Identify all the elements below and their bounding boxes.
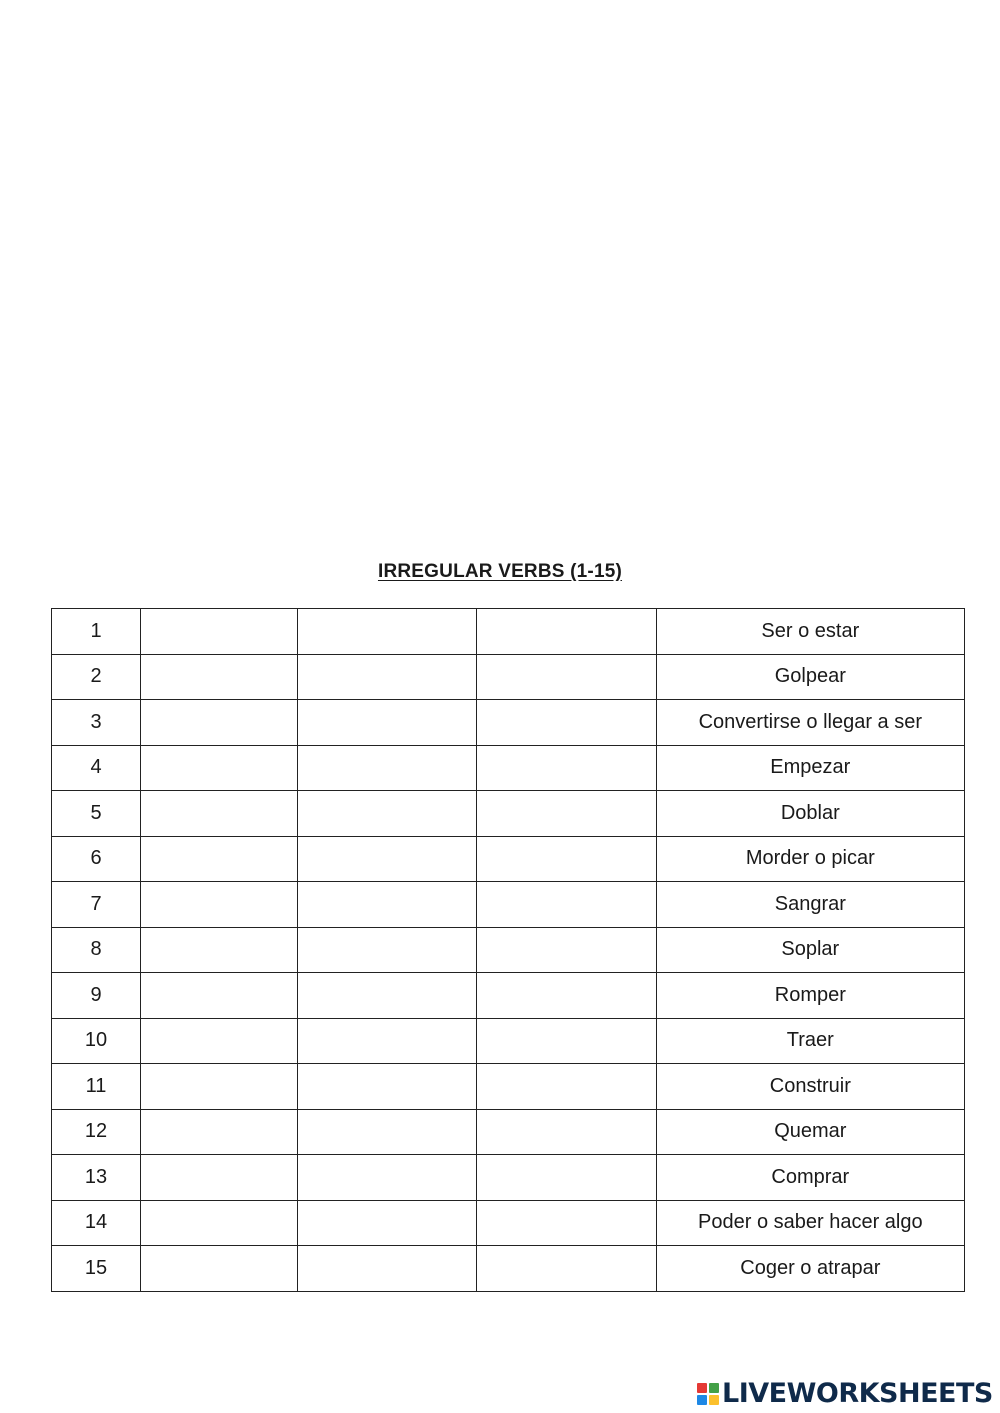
row-number: 6 xyxy=(52,836,141,882)
past-simple-cell xyxy=(298,745,477,791)
past-participle-input[interactable] xyxy=(477,837,655,882)
past-simple-input[interactable] xyxy=(298,746,476,791)
table-row xyxy=(52,1064,965,1110)
infinitive-cell xyxy=(141,1109,298,1155)
table-row xyxy=(52,882,965,928)
past-participle-cell xyxy=(477,882,656,928)
past-participle-cell xyxy=(477,1246,656,1292)
past-participle-input[interactable] xyxy=(477,1064,655,1109)
past-participle-cell xyxy=(477,1155,656,1201)
infinitive-input[interactable] xyxy=(141,609,297,654)
past-simple-input[interactable] xyxy=(298,1019,476,1064)
past-simple-input[interactable] xyxy=(298,1064,476,1109)
infinitive-input[interactable] xyxy=(141,837,297,882)
table-row xyxy=(52,609,965,655)
meaning-cell: Traer xyxy=(656,1018,964,1064)
row-number: 12 xyxy=(52,1109,141,1155)
past-simple-cell xyxy=(298,1155,477,1201)
row-number: 10 xyxy=(52,1018,141,1064)
past-simple-cell xyxy=(298,1109,477,1155)
infinitive-cell xyxy=(141,1246,298,1292)
meaning-cell: Construir xyxy=(656,1064,964,1110)
past-participle-cell xyxy=(477,836,656,882)
past-simple-input[interactable] xyxy=(298,791,476,836)
row-number: 7 xyxy=(52,882,141,928)
past-participle-input[interactable] xyxy=(477,791,655,836)
infinitive-input[interactable] xyxy=(141,1110,297,1155)
meaning-cell: Convertirse o llegar a ser xyxy=(656,700,964,746)
meaning-cell: Doblar xyxy=(656,791,964,837)
past-simple-cell xyxy=(298,836,477,882)
past-participle-cell xyxy=(477,1064,656,1110)
infinitive-input[interactable] xyxy=(141,973,297,1018)
meaning-cell: Quemar xyxy=(656,1109,964,1155)
infinitive-input[interactable] xyxy=(141,1155,297,1200)
past-simple-cell xyxy=(298,927,477,973)
liveworksheets-logo xyxy=(697,1379,993,1409)
infinitive-input[interactable] xyxy=(141,1019,297,1064)
past-participle-input[interactable] xyxy=(477,1155,655,1200)
infinitive-cell xyxy=(141,973,298,1019)
past-simple-input[interactable] xyxy=(298,1246,476,1291)
past-participle-cell xyxy=(477,609,656,655)
row-number: 2 xyxy=(52,654,141,700)
row-number: 3 xyxy=(52,700,141,746)
table-row xyxy=(52,1155,965,1201)
meaning-cell: Ser o estar xyxy=(656,609,964,655)
meaning-cell: Golpear xyxy=(656,654,964,700)
past-participle-cell xyxy=(477,1018,656,1064)
past-participle-cell xyxy=(477,791,656,837)
table-row xyxy=(52,1200,965,1246)
row-number: 9 xyxy=(52,973,141,1019)
infinitive-input[interactable] xyxy=(141,1246,297,1291)
table-row xyxy=(52,745,965,791)
table-row xyxy=(52,927,965,973)
row-number: 5 xyxy=(52,791,141,837)
logo-square-green xyxy=(709,1383,719,1393)
meaning-cell: Morder o picar xyxy=(656,836,964,882)
row-number: 1 xyxy=(52,609,141,655)
infinitive-cell xyxy=(141,609,298,655)
table-row xyxy=(52,836,965,882)
past-simple-input[interactable] xyxy=(298,1155,476,1200)
past-participle-input[interactable] xyxy=(477,973,655,1018)
meaning-cell: Poder o saber hacer algo xyxy=(656,1200,964,1246)
past-simple-input[interactable] xyxy=(298,1110,476,1155)
past-participle-input[interactable] xyxy=(477,655,655,700)
infinitive-cell xyxy=(141,1064,298,1110)
past-simple-input[interactable] xyxy=(298,609,476,654)
infinitive-cell xyxy=(141,700,298,746)
table-row xyxy=(52,700,965,746)
past-simple-input[interactable] xyxy=(298,928,476,973)
past-simple-input[interactable] xyxy=(298,700,476,745)
past-simple-cell xyxy=(298,1246,477,1292)
infinitive-input[interactable] xyxy=(141,1064,297,1109)
past-participle-input[interactable] xyxy=(477,882,655,927)
past-participle-input[interactable] xyxy=(477,700,655,745)
infinitive-cell xyxy=(141,836,298,882)
infinitive-cell xyxy=(141,654,298,700)
meaning-cell: Sangrar xyxy=(656,882,964,928)
row-number: 15 xyxy=(52,1246,141,1292)
table-row xyxy=(52,1109,965,1155)
table-row xyxy=(52,1246,965,1292)
past-simple-cell xyxy=(298,791,477,837)
past-participle-input[interactable] xyxy=(477,746,655,791)
table-row xyxy=(52,1018,965,1064)
row-number: 4 xyxy=(52,745,141,791)
table-row xyxy=(52,791,965,837)
past-simple-input[interactable] xyxy=(298,882,476,927)
infinitive-cell xyxy=(141,745,298,791)
row-number: 13 xyxy=(52,1155,141,1201)
past-simple-input[interactable] xyxy=(298,1201,476,1246)
past-participle-input[interactable] xyxy=(477,928,655,973)
logo-square-yellow xyxy=(709,1395,719,1405)
row-number: 14 xyxy=(52,1200,141,1246)
past-simple-input[interactable] xyxy=(298,837,476,882)
meaning-cell: Coger o atrapar xyxy=(656,1246,964,1292)
irregular-verbs-table xyxy=(51,608,965,1292)
past-simple-cell xyxy=(298,1018,477,1064)
meaning-cell: Empezar xyxy=(656,745,964,791)
infinitive-cell xyxy=(141,882,298,928)
meaning-cell: Soplar xyxy=(656,927,964,973)
infinitive-cell xyxy=(141,1200,298,1246)
logo-mark-icon xyxy=(697,1383,719,1405)
past-participle-input[interactable] xyxy=(477,1019,655,1064)
past-simple-cell xyxy=(298,1064,477,1110)
infinitive-input[interactable] xyxy=(141,928,297,973)
row-number: 8 xyxy=(52,927,141,973)
infinitive-cell xyxy=(141,1155,298,1201)
past-simple-cell xyxy=(298,882,477,928)
logo-text: LIVEWORKSHEETS xyxy=(722,1378,993,1409)
past-participle-cell xyxy=(477,1200,656,1246)
meaning-cell: Comprar xyxy=(656,1155,964,1201)
infinitive-input[interactable] xyxy=(141,1201,297,1246)
past-participle-cell xyxy=(477,654,656,700)
table-row xyxy=(52,973,965,1019)
logo-square-red xyxy=(697,1383,707,1393)
past-simple-input[interactable] xyxy=(298,655,476,700)
past-participle-input[interactable] xyxy=(477,609,655,654)
past-participle-input[interactable] xyxy=(477,1246,655,1291)
past-participle-cell xyxy=(477,973,656,1019)
past-simple-input[interactable] xyxy=(298,973,476,1018)
meaning-cell: Romper xyxy=(656,973,964,1019)
infinitive-cell xyxy=(141,791,298,837)
infinitive-cell xyxy=(141,1018,298,1064)
past-participle-input[interactable] xyxy=(477,1110,655,1155)
infinitive-input[interactable] xyxy=(141,655,297,700)
past-simple-cell xyxy=(298,1200,477,1246)
past-participle-cell xyxy=(477,927,656,973)
past-simple-cell xyxy=(298,973,477,1019)
infinitive-input[interactable] xyxy=(141,791,297,836)
table-row xyxy=(52,654,965,700)
past-simple-cell xyxy=(298,609,477,655)
past-simple-cell xyxy=(298,700,477,746)
infinitive-input[interactable] xyxy=(141,700,297,745)
infinitive-input[interactable] xyxy=(141,746,297,791)
row-number: 11 xyxy=(52,1064,141,1110)
infinitive-cell xyxy=(141,927,298,973)
past-participle-input[interactable] xyxy=(477,1201,655,1246)
past-simple-cell xyxy=(298,654,477,700)
past-participle-cell xyxy=(477,1109,656,1155)
infinitive-input[interactable] xyxy=(141,882,297,927)
worksheet-title: IRREGULAR VERBS (1-15) xyxy=(377,561,623,582)
logo-square-blue xyxy=(697,1395,707,1405)
past-participle-cell xyxy=(477,745,656,791)
past-participle-cell xyxy=(477,700,656,746)
